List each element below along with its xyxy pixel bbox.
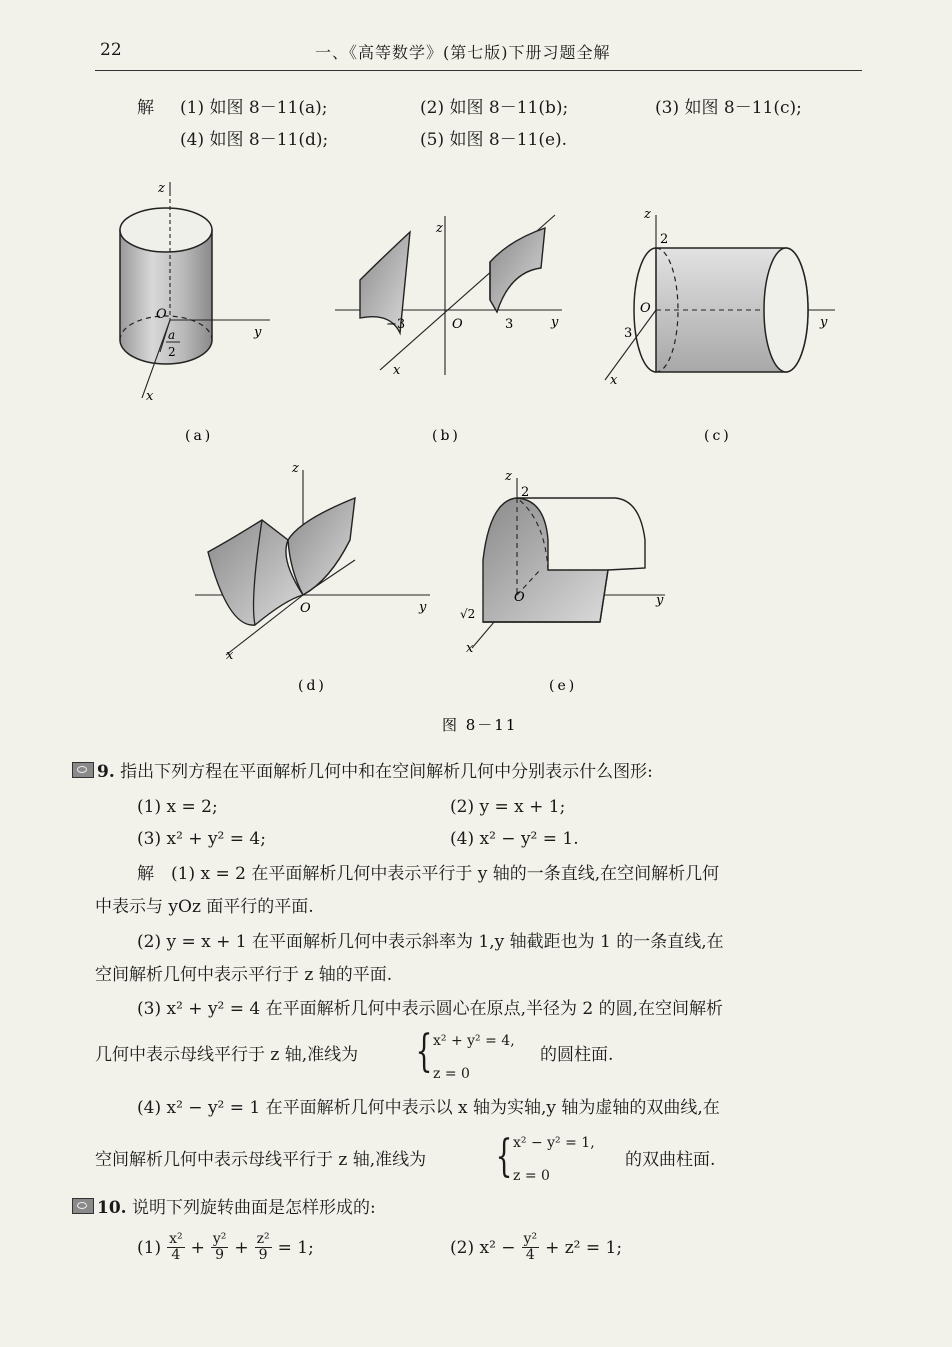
fraction-denominator: 9 (258, 1247, 268, 1264)
fraction (167, 1232, 185, 1264)
q9-item-1: (1) x = 2; (137, 797, 218, 817)
fig-e-origin-label: O (514, 590, 525, 605)
q10-item-2 (450, 1232, 622, 1264)
answer-item-2: (2) 如图 8－11(b); (420, 98, 569, 118)
q10-header (72, 1198, 376, 1218)
fraction (211, 1232, 229, 1264)
caption-d: (d) (298, 678, 327, 694)
q9-solution-4-line-2-pre: 空间解析几何中表示母线平行于 z 轴,准线为 (95, 1150, 427, 1170)
exercise-icon (72, 1198, 94, 1214)
system-brace: { (415, 1026, 433, 1077)
fig-a-origin-label: O (156, 307, 167, 322)
header-rule (95, 70, 862, 71)
exercise-icon (72, 762, 94, 778)
fraction-numerator: y² (523, 1231, 538, 1247)
fig-c-x-label: x (610, 373, 618, 388)
q9-solution-1-line-1: 解 (1) x = 2 在平面解析几何中表示平行于 y 轴的一条直线,在空间解析几何 (137, 864, 720, 884)
answer-item-4: (4) 如图 8－11(d); (180, 130, 329, 150)
q9-solution-3-line-1: (3) x² + y² = 4 在平面解析几何中表示圆心在原点,半径为 2 的圆,在空间解析 (137, 999, 724, 1019)
caption-b: (b) (432, 428, 461, 444)
fig-c-z-label: z (644, 207, 651, 222)
q9-sol4-system-eq2: z = 0 (513, 1168, 550, 1184)
figure-e-half-cylinder (460, 469, 665, 656)
q9-solution-3-line-2-pre: 几何中表示母线平行于 z 轴,准线为 (95, 1045, 359, 1065)
fig-e-2-label: 2 (521, 485, 530, 500)
figure-title: 图 8－11 (442, 716, 518, 734)
figure-b-hyperbolic-cylinder (335, 215, 562, 378)
q10-prompt: 说明下列旋转曲面是怎样形成的: (131, 1198, 376, 1218)
q10-item-2-tail: + z² = 1; (545, 1237, 623, 1258)
q9-sol3-system-eq1: x² + y² = 4, (433, 1033, 515, 1049)
q9-solution-4-line-1: (4) x² − y² = 1 在平面解析几何中表示以 x 轴为实轴,y 轴为虚轴的双曲线,在 (137, 1098, 720, 1118)
answer-lead: 解 (137, 98, 154, 118)
fraction-denominator: 4 (525, 1247, 535, 1264)
fraction-denominator: 4 (171, 1247, 181, 1264)
fig-a-radius-den: 2 (168, 345, 176, 359)
fig-c-y-label: y (820, 315, 828, 330)
q10-item-1-tail: = 1; (277, 1237, 314, 1258)
figure-d-parabolic-cylinder (195, 461, 430, 663)
figure-8-11 (0, 165, 952, 750)
q9-header (72, 762, 653, 782)
caption-e: (e) (549, 678, 578, 694)
caption-c: (c) (704, 428, 732, 444)
q9-sol4-system-eq1: x² − y² = 1, (513, 1135, 595, 1151)
fig-b-origin-label: O (452, 317, 463, 332)
fig-a-z-label: z (158, 181, 165, 196)
fig-c-origin-label: O (640, 301, 651, 316)
fig-c-3-label: 3 (624, 326, 633, 341)
fig-d-x-label: x (226, 648, 234, 663)
fig-e-y-label: y (656, 593, 664, 608)
fig-b-x-label: x (393, 363, 401, 378)
fraction-numerator: z² (256, 1231, 270, 1247)
answer-item-3: (3) 如图 8－11(c); (655, 98, 802, 118)
caption-a: (a) (185, 428, 214, 444)
answer-item-1: (1) 如图 8－11(a); (180, 98, 328, 118)
q9-number: 9. (97, 762, 115, 782)
plus-sign: + (190, 1237, 205, 1258)
q9-solution-2-line-2: 空间解析几何中表示平行于 z 轴的平面. (95, 965, 393, 985)
q10-item-2-lead: (2) x² − (450, 1237, 516, 1258)
fig-b-neg3-label: −3 (386, 317, 406, 332)
fig-e-sqrt2-label: √2 (460, 607, 476, 621)
fraction (255, 1232, 272, 1264)
fig-b-3-label: 3 (505, 317, 514, 332)
q10-item-1-lead: (1) (137, 1237, 162, 1258)
fraction-denominator: 9 (215, 1247, 225, 1264)
fig-e-x-label: x (466, 641, 474, 656)
q9-sol3-system-eq2: z = 0 (433, 1066, 470, 1082)
fig-a-y-label: y (254, 325, 262, 340)
fig-c-2-label: 2 (660, 232, 669, 247)
figure-c-elliptic-cylinder (605, 207, 835, 388)
fig-a-radius-num: a (168, 328, 176, 342)
q9-solution-3-line-2-post: 的圆柱面. (540, 1045, 614, 1065)
q9-solution-1-line-2: 中表示与 yOz 面平行的平面. (95, 897, 314, 917)
fig-b-z-label: z (436, 221, 443, 236)
q9-solution-4-line-2-post: 的双曲柱面. (625, 1150, 716, 1170)
fraction-numerator: y² (212, 1231, 227, 1247)
q10-number: 10. (97, 1198, 127, 1218)
system-brace: { (495, 1131, 513, 1182)
fraction-numerator: x² (169, 1231, 183, 1247)
fig-d-y-label: y (419, 600, 427, 615)
fig-d-origin-label: O (300, 601, 311, 616)
fig-e-z-label: z (505, 469, 512, 484)
figure-a-cylinder (120, 181, 270, 404)
q9-prompt: 指出下列方程在平面解析几何中和在空间解析几何中分别表示什么图形: (120, 762, 653, 782)
running-header-title: 一、《高等数学》(第七版)下册习题全解 (315, 43, 611, 62)
q9-item-2: (2) y = x + 1; (450, 797, 566, 817)
page-number: 22 (100, 40, 122, 60)
q9-item-3: (3) x² + y² = 4; (137, 829, 266, 849)
fig-b-y-label: y (551, 315, 559, 330)
fig-a-x-label: x (146, 389, 154, 404)
fig-d-z-label: z (292, 461, 299, 476)
q10-item-1 (137, 1232, 314, 1264)
plus-sign: + (234, 1237, 249, 1258)
answer-item-5: (5) 如图 8－11(e). (420, 130, 568, 150)
fraction (522, 1232, 540, 1264)
q9-solution-2-line-1: (2) y = x + 1 在平面解析几何中表示斜率为 1,y 轴截距也为 1 的一条直线,在 (137, 932, 724, 952)
q9-item-4: (4) x² − y² = 1. (450, 829, 579, 849)
